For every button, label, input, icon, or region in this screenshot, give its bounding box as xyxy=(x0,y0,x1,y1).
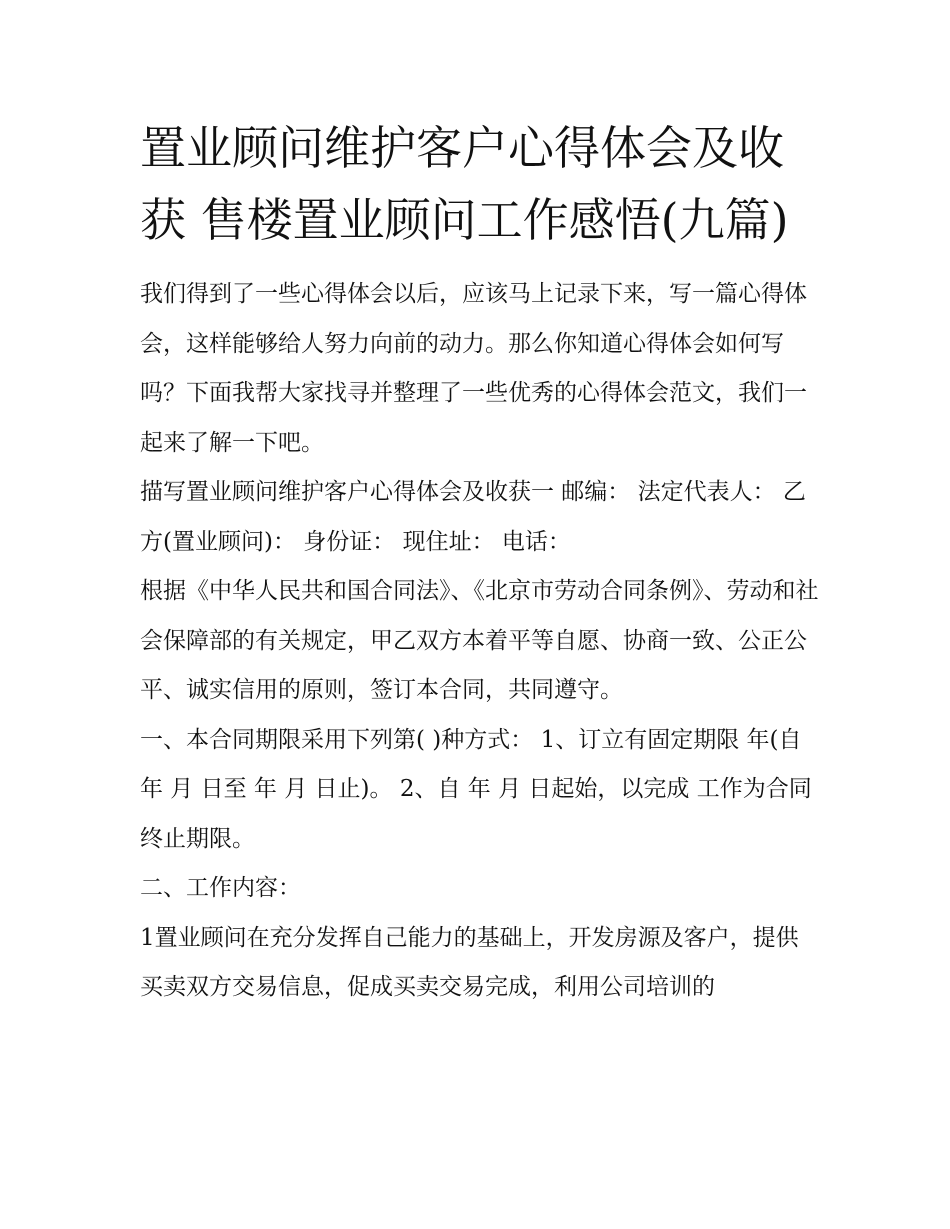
paragraph-contract-term: 一、本合同期限采用下列第( )种方式： 1、订立有固定期限 年(自 年 月 日至 年 月 日止)。 2、自 年 月 日起始，以完成 工作为合同终止期限。 xyxy=(140,726,812,852)
document-body xyxy=(140,270,820,1013)
paragraph-legal-basis: 根据《中华人民共和国合同法》、《北京市劳动合同条例》、劳动和社会保障部的有关规定，甲乙双方本着平等自愿、协商一致、公正公平、诚实信用的原则，签订本合同，共同遵守。 xyxy=(140,578,819,703)
document-content xyxy=(140,112,820,1013)
paragraph-section-heading: 二、工作内容： xyxy=(140,875,301,901)
paragraph-job-content: 1置业顾问在充分发挥自己能力的基础上，开发房源及客户，提供买卖双方交易信息，促成买卖交易完成，利用公司培训的 xyxy=(140,924,799,1000)
paragraph-contract-parties: 描写置业顾问维护客户心得体会及收获一 邮编： 法定代表人： 乙方(置业顾问)： 身份证： 现住址： 电话： xyxy=(140,479,806,555)
paragraph-intro: 我们得到了一些心得体会以后，应该马上记录下来，写一篇心得体会，这样能够给人努力向前的动力。那么你知道心得体会如何写吗？下面我帮大家找寻并整理了一些优秀的心得体会范文，我们一起来了解一下吧。 xyxy=(140,281,807,456)
document-title: 置业顾问维护客户心得体会及收获 售楼置业顾问工作感悟(九篇) xyxy=(140,121,789,247)
